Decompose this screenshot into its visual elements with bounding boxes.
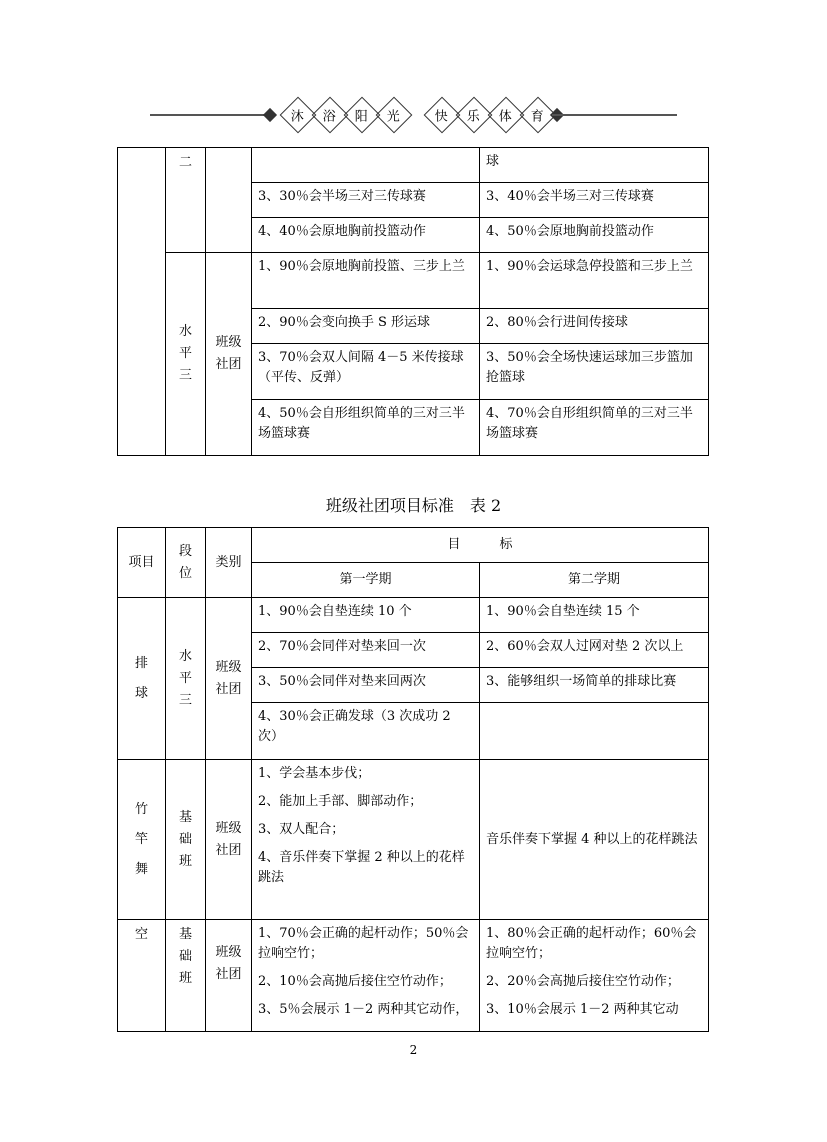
- header-goal: 目 标: [252, 528, 709, 563]
- goal-sem2-cell: 2、60％会双人过网对垫 2 次以上: [480, 633, 709, 668]
- goal-sem2-cell: 3、50％会全场快速运球加三步篮加抢篮球: [480, 344, 709, 400]
- level-cell: 基础班: [166, 760, 206, 920]
- goal-sem2-cell: [480, 703, 709, 760]
- header-char: 乐: [456, 97, 493, 134]
- header-char: 光: [376, 97, 413, 134]
- header-char: 阳: [344, 97, 381, 134]
- type-cell: 班级社团: [206, 920, 252, 1032]
- type-cell: 班级社团: [206, 598, 252, 760]
- header-sem2: 第二学期: [480, 563, 709, 598]
- project-cell-volleyball: 排球: [118, 598, 166, 760]
- goal-sem2-cell: 球: [480, 148, 709, 183]
- goal-sem1-cell: 4、40％会原地胸前投篮动作: [252, 218, 480, 253]
- goal-line: 2、10％会高抛后接住空竹动作；: [258, 974, 452, 989]
- goal-sem1-cell: 1、90％会自垫连续 10 个: [252, 598, 480, 633]
- goal-sem2-cell: 4、50％会原地胸前投篮动作: [480, 218, 709, 253]
- goal-line: 4、音乐伴奏下掌握 2 种以上的花样跳法: [258, 850, 465, 885]
- goal-line: 3、5％会展示 1－2 两种其它动作，: [258, 1002, 469, 1017]
- goal-sem1-cell: 2、90％会变向换手 S 形运球: [252, 309, 480, 344]
- goal-line: 3、10％会展示 1－2 两种其它动: [486, 1002, 679, 1017]
- goal-line: 2、能加上手部、脚部动作；: [258, 794, 423, 809]
- header-project: 项目: [118, 528, 166, 598]
- goal-line: 1、70％会正确的起杆动作；50％会拉响空竹；: [258, 926, 469, 961]
- level-cell: 水平三: [166, 598, 206, 760]
- header-rule-right: [552, 114, 677, 116]
- goal-line: 3、双人配合；: [258, 822, 345, 837]
- header-char: 体: [488, 97, 525, 134]
- goal-sem1-cell: 3、70％会双人间隔 4－5 米传接球（平传、反弹）: [252, 344, 480, 400]
- header-ornament-left: [263, 108, 277, 122]
- goal-sem1-cell: 1、90％会原地胸前投篮、三步上兰: [252, 253, 480, 309]
- table-title: 班级社团项目标准 表 2: [325, 496, 502, 515]
- header-char: 浴: [312, 97, 349, 134]
- type-cell: 班级社团: [206, 253, 252, 456]
- goal-sem1-cell: 3、30％会半场三对三传球赛: [252, 183, 480, 218]
- club-standards-table: [117, 527, 709, 1032]
- project-cell-bamboo-dance: 竹竿舞: [118, 760, 166, 920]
- header-char: 沐: [280, 97, 317, 134]
- header-level: 段位: [166, 528, 206, 598]
- goal-sem2-cell: 1、90％会运球急停投篮和三步上兰: [480, 253, 709, 309]
- goal-line: 2、20％会高抛后接住空竹动作；: [486, 974, 680, 989]
- page-header: [150, 100, 677, 130]
- project-cell-diabolo: 空: [118, 920, 166, 1032]
- header-char: 快: [424, 97, 461, 134]
- header-char: 育: [520, 97, 557, 134]
- header-rule-left: [150, 114, 275, 116]
- project-cell: [118, 148, 166, 456]
- goal-sem2-cell: 3、能够组织一场简单的排球比赛: [480, 668, 709, 703]
- goal-sem1-cell: 4、30％会正确发球（3 次成功 2 次）: [252, 703, 480, 760]
- header-type: 类别: [206, 528, 252, 598]
- level-cell: 水平三: [166, 253, 206, 456]
- goal-sem1-cell: [252, 920, 480, 1032]
- goal-line: 1、学会基本步伐；: [258, 766, 371, 781]
- page-number: 2: [409, 1043, 418, 1057]
- goal-line: 1、80％会正确的起杆动作；60％会拉响空竹；: [486, 926, 697, 961]
- type-cell: [206, 148, 252, 253]
- level-cell: 二: [166, 148, 206, 253]
- goal-sem2-cell: 2、80％会行进间传接球: [480, 309, 709, 344]
- goal-sem1-cell: 2、70％会同伴对垫来回一次: [252, 633, 480, 668]
- goal-sem1-cell: [252, 760, 480, 920]
- goal-sem1-cell: 3、50％会同伴对垫来回两次: [252, 668, 480, 703]
- goal-sem2-cell: 音乐伴奏下掌握 4 种以上的花样跳法: [480, 760, 709, 920]
- basketball-table: [117, 147, 709, 456]
- goal-sem2-cell: [480, 920, 709, 1032]
- goal-sem2-cell: 1、90％会自垫连续 15 个: [480, 598, 709, 633]
- header-slogan: [282, 102, 554, 128]
- type-cell: 班级社团: [206, 760, 252, 920]
- goal-sem2-cell: 4、70％会自形组织简单的三对三半场篮球赛: [480, 400, 709, 456]
- level-cell: 基础班: [166, 920, 206, 1032]
- header-sem1: 第一学期: [252, 563, 480, 598]
- goal-sem2-cell: 3、40％会半场三对三传球赛: [480, 183, 709, 218]
- goal-sem1-cell: [252, 148, 480, 183]
- goal-sem1-cell: 4、50％会自形组织简单的三对三半场篮球赛: [252, 400, 480, 456]
